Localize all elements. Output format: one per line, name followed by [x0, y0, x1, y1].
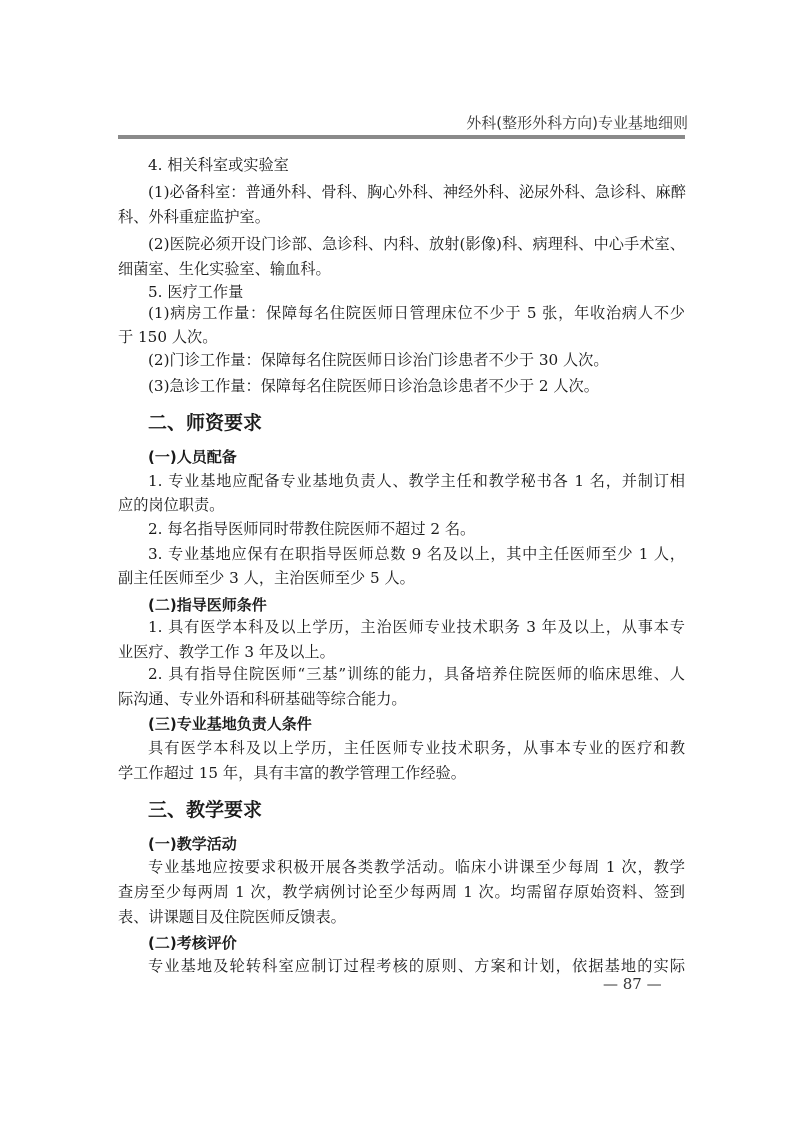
paragraph-line: (1)必备科室：普通外科、骨科、胸心外科、神经外科、泌尿外科、急诊科、麻醉	[148, 183, 686, 201]
paragraph-line: 1. 具有医学本科及以上学历，主治医师专业技术职务 3 年及以上，从事本专	[148, 618, 685, 636]
section-4-heading: 4. 相关科室或实验室	[148, 156, 289, 174]
paragraph-line: 副主任医师至少 3 人，主治医师至少 5 人。	[118, 569, 415, 587]
paragraph-line: 应的岗位职责。	[118, 496, 225, 514]
paragraph-line: (1)病房工作量：保障每名住院医师日管理床位不少于 5 张，年收治病人不少	[148, 304, 685, 322]
running-header: 外科(整形外科方向)专业基地细则	[466, 114, 688, 132]
paragraph-line: 专业基地应按要求积极开展各类教学活动。临床小讲课至少每周 1 次，教学	[148, 858, 685, 876]
header-rule	[118, 135, 685, 139]
paragraph-line: 于 150 人次。	[118, 328, 218, 346]
paragraph-line: 专业基地及轮转科室应制订过程考核的原则、方案和计划，依据基地的实际	[148, 957, 685, 975]
paragraph-line: 3. 专业基地应保有在职指导医师总数 9 名及以上，其中主任医师至少 1 人，	[148, 545, 685, 563]
subsection-title: (二)指导医师条件	[148, 596, 267, 614]
paragraph-line: 学工作超过 15 年，具有丰富的教学管理工作经验。	[118, 764, 466, 782]
paragraph-line: 业医疗、教学工作 3 年及以上。	[118, 643, 335, 661]
paragraph-line: 2. 具有指导住院医师“三基”训练的能力，具备培养住院医师的临床思维、人	[148, 665, 685, 683]
paragraph-line: 具有医学本科及以上学历，主任医师专业技术职务，从事本专业的医疗和教	[148, 739, 685, 757]
paragraph-line: 1. 专业基地应配备专业基地负责人、教学主任和教学秘书各 1 名，并制订相	[148, 472, 685, 490]
subsection-title: (三)专业基地负责人条件	[148, 715, 312, 733]
section-5-heading: 5. 医疗工作量	[148, 283, 244, 301]
paragraph-line: 细菌室、生化实验室、输血科。	[118, 260, 331, 278]
paragraph-line: 查房至少每两周 1 次，教学病例讨论至少每两周 1 次。均需留存原始资料、签到	[118, 883, 685, 901]
paragraph-line: 2. 每名指导医师同时带教住院医师不超过 2 名。	[148, 520, 476, 538]
paragraph-line: (2)门诊工作量：保障每名住院医师日诊治门诊患者不少于 30 人次。	[148, 351, 609, 369]
paragraph-line: (3)急诊工作量：保障每名住院医师日诊治急诊患者不少于 2 人次。	[148, 377, 599, 395]
part-2-title: 二、师资要求	[148, 412, 263, 434]
part-3-title: 三、教学要求	[148, 799, 263, 821]
subsection-title: (一)教学活动	[148, 835, 237, 853]
paragraph-line: (2)医院必须开设门诊部、急诊科、内科、放射(影像)科、病理科、中心手术室、	[148, 235, 685, 253]
subsection-title: (一)人员配备	[148, 448, 237, 466]
page-number: — 87 —	[603, 975, 662, 993]
paragraph-line: 表、讲课题目及住院医师反馈表。	[118, 908, 346, 926]
paragraph-line: 科、外科重症监护室。	[118, 208, 270, 226]
subsection-title: (二)考核评价	[148, 934, 237, 952]
paragraph-line: 际沟通、专业外语和科研基础等综合能力。	[118, 690, 407, 708]
